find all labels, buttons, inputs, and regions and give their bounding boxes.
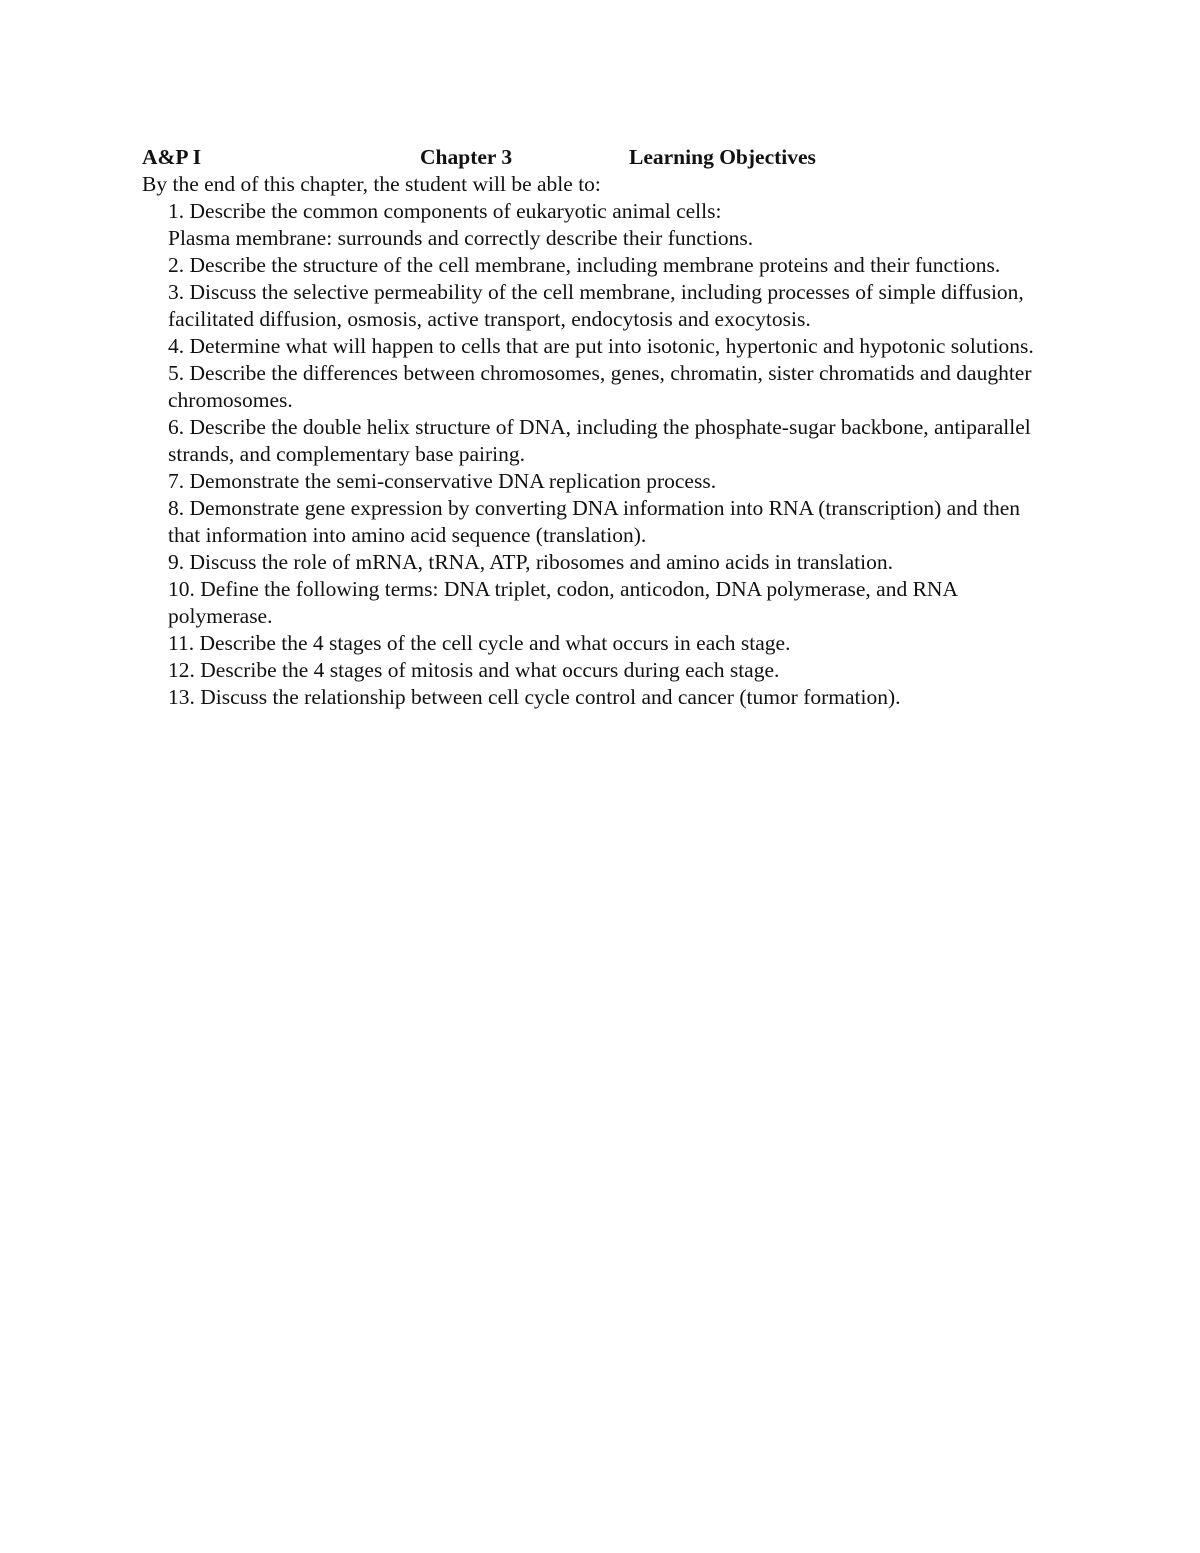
objective-item: 2. Describe the structure of the cell membrane, including membrane proteins and their functions.: [168, 253, 1001, 277]
objective-item: 6. Describe the double helix structure of DNA, including the phosphate-sugar backbone, antiparallel strands, and complementary base pairing.: [168, 415, 1031, 466]
objective-item: 5. Describe the differences between chromosomes, genes, chromatin, sister chromatids and daughter chromosomes.: [168, 361, 1032, 412]
objective-item: 8. Demonstrate gene expression by converting DNA information into RNA (transcription) and then that information into amino acid sequence (translation).: [168, 496, 1021, 547]
chapter-label: Chapter 3: [420, 145, 513, 169]
document-title: Learning Objectives: [629, 145, 816, 169]
objective-item: 13. Discuss the relationship between cell cycle control and cancer (tumor formation).: [168, 685, 901, 709]
objective-item: 9. Discuss the role of mRNA, tRNA, ATP, ribosomes and amino acids in translation.: [168, 550, 893, 574]
objectives-list: [142, 198, 1072, 711]
document-content: [142, 144, 1072, 711]
objective-item: 4. Determine what will happen to cells that are put into isotonic, hypertonic and hypotonic solutions.: [168, 334, 1034, 358]
objective-item: 10. Define the following terms: DNA triplet, codon, anticodon, DNA polymerase, and RNA polymerase.: [168, 577, 957, 628]
objective-item: 7. Demonstrate the semi-conservative DNA replication process.: [168, 469, 717, 493]
document-header: [142, 144, 1072, 171]
course-name: A&P I: [142, 145, 202, 169]
objective-item: 11. Describe the 4 stages of the cell cycle and what occurs in each stage.: [168, 631, 791, 655]
objective-item: 12. Describe the 4 stages of mitosis and what occurs during each stage.: [168, 658, 780, 682]
objective-item: 1. Describe the common components of eukaryotic animal cells:: [168, 199, 722, 223]
objective-item: 3. Discuss the selective permeability of the cell membrane, including processes of simple diffusion, facilitated diffusion, osmosis, active transport, endocytosis and exocytosis.: [168, 280, 1024, 331]
objective-subline: Plasma membrane: surrounds and correctly describe their functions.: [168, 226, 754, 250]
intro-text: By the end of this chapter, the student will be able to:: [142, 172, 601, 196]
